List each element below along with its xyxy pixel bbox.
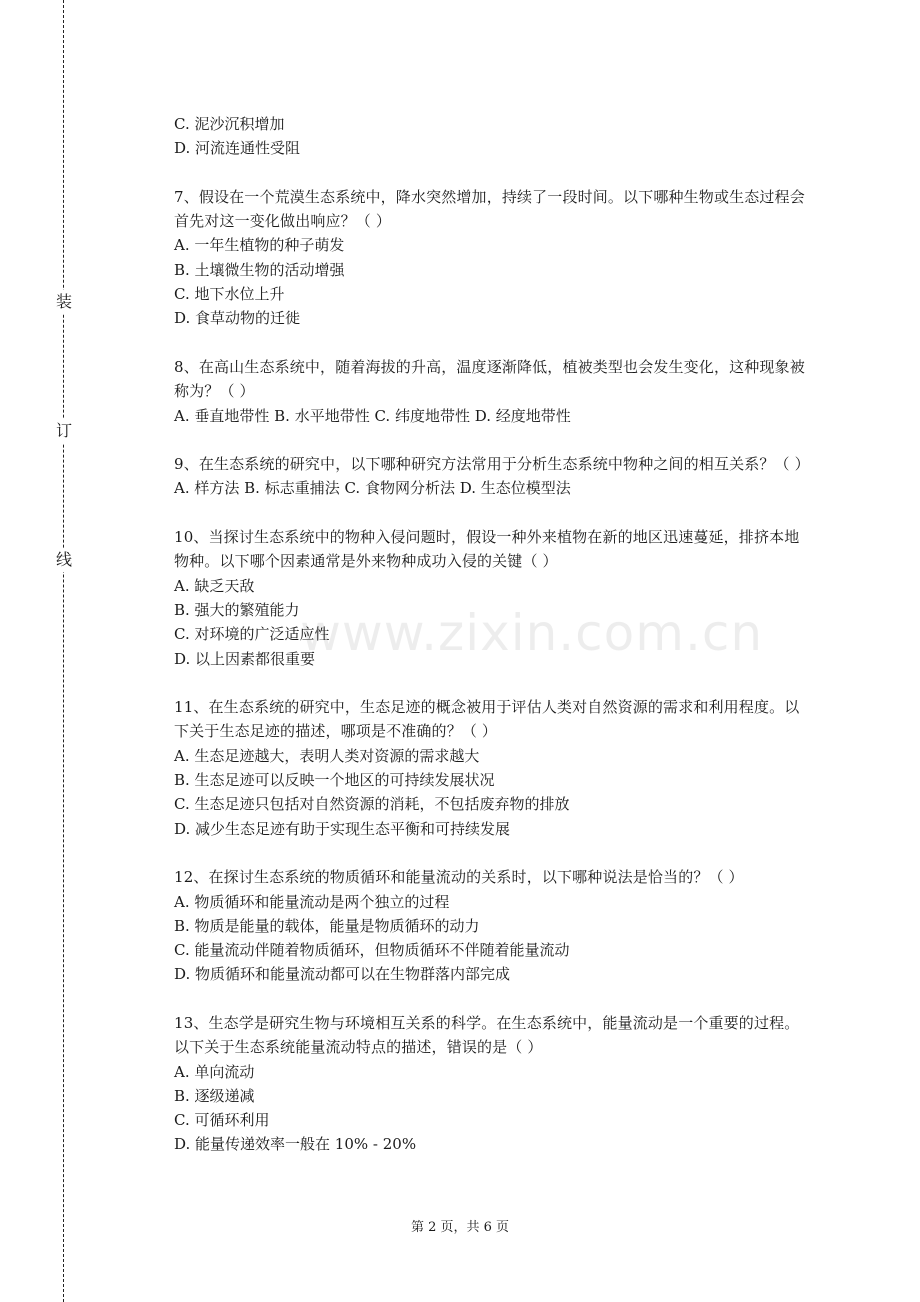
option-b: B. 物质是能量的载体，能量是物质循环的动力 — [174, 916, 480, 935]
binding-dashed-line — [63, 0, 64, 1302]
binding-label-zhuang: 装 — [54, 290, 74, 314]
option: D. 河流连通性受阻 — [174, 139, 301, 158]
options-row: A. 垂直地带性 B. 水平地带性 C. 纬度地带性 D. 经度地带性 — [174, 406, 571, 425]
page-number-footer: 第 2 页，共 6 页 — [410, 1220, 510, 1235]
question-stem: 9、在生态系统的研究中，以下哪种研究方法常用于分析生态系统中物种之间的相互关系？（ ） — [174, 455, 810, 474]
option-b: B. 强大的繁殖能力 — [174, 600, 300, 619]
binding-label-xian: 线 — [54, 548, 74, 572]
options-row: A. 样方法 B. 标志重捕法 C. 食物网分析法 D. 生态位模型法 — [174, 479, 571, 498]
option-a: A. 物质循环和能量流动是两个独立的过程 — [174, 892, 450, 911]
question-stem: 11、在生态系统的研究中，生态足迹的概念被用于评估人类对自然资源的需求和利用程度。以下关于生态足迹的描述，哪项是不准确的？（ ） — [174, 698, 800, 741]
question-stem: 7、假设在一个荒漠生态系统中，降水突然增加，持续了一段时间。以下哪种生物或生态过程会首先对这一变化做出响应？（ ） — [174, 187, 805, 231]
option-a: A. 一年生植物的种子萌发 — [174, 236, 345, 255]
binding-label-ding: 订 — [54, 419, 74, 443]
question-12 — [174, 865, 814, 986]
question-stem: 12、在探讨生态系统的物质循环和能量流动的关系时，以下哪种说法是恰当的？（ ） — [174, 868, 744, 887]
option: C. 泥沙沉积增加 — [174, 115, 285, 133]
option-d: D. 物质循环和能量流动都可以在生物群落内部完成 — [174, 965, 511, 984]
question-9 — [174, 452, 814, 501]
option-c: C. 生态足迹只包括对自然资源的消耗，不包括废弃物的排放 — [174, 795, 570, 814]
question-stem: 8、在高山生态系统中，随着海拔的升高，温度逐渐降低，植被类型也会发生变化，这种现象被称为？（ ） — [174, 357, 805, 401]
question-stem: 13、生态学是研究生物与环境相互关系的科学。在生态系统中，能量流动是一个重要的过程。以下关于生态系统能量流动特点的描述，错误的是（ ） — [174, 1013, 800, 1057]
option-d: D. 食草动物的迁徙 — [174, 309, 301, 328]
option-a: A. 生态足迹越大，表明人类对资源的需求越大 — [174, 746, 480, 765]
question-11 — [174, 695, 814, 841]
option-c: C. 地下水位上升 — [174, 285, 285, 304]
question-stem: 10、当探讨生态系统中的物种入侵问题时，假设一种外来植物在新的地区迅速蔓延，排挤本地物种。以下哪个因素通常是外来物种成功入侵的关键（ ） — [174, 528, 800, 571]
option-d: D. 以上因素都很重要 — [174, 649, 316, 668]
option-a: A. 单向流动 — [174, 1062, 255, 1081]
option-c: C. 能量流动伴随着物质循环，但物质循环不伴随着能量流动 — [174, 941, 570, 960]
option-d: D. 减少生态足迹有助于实现生态平衡和可持续发展 — [174, 819, 511, 838]
option-b: B. 逐级递减 — [174, 1086, 255, 1105]
question-7 — [174, 185, 814, 331]
option-a: A. 缺乏天敌 — [174, 576, 255, 595]
question-8 — [174, 355, 814, 428]
option-b: B. 土壤微生物的活动增强 — [174, 260, 345, 279]
question-13 — [174, 1011, 814, 1157]
option-c: C. 对环境的广泛适应性 — [174, 625, 330, 644]
option-d: D. 能量传递效率一般在 10% - 20% — [174, 1135, 417, 1154]
continued-options — [174, 112, 814, 161]
question-10 — [174, 525, 814, 671]
question-content — [174, 112, 814, 1157]
watermark: www.zixin.com.cn — [300, 604, 764, 662]
option-b: B. 生态足迹可以反映一个地区的可持续发展状况 — [174, 771, 495, 790]
option-c: C. 可循环利用 — [174, 1111, 270, 1130]
